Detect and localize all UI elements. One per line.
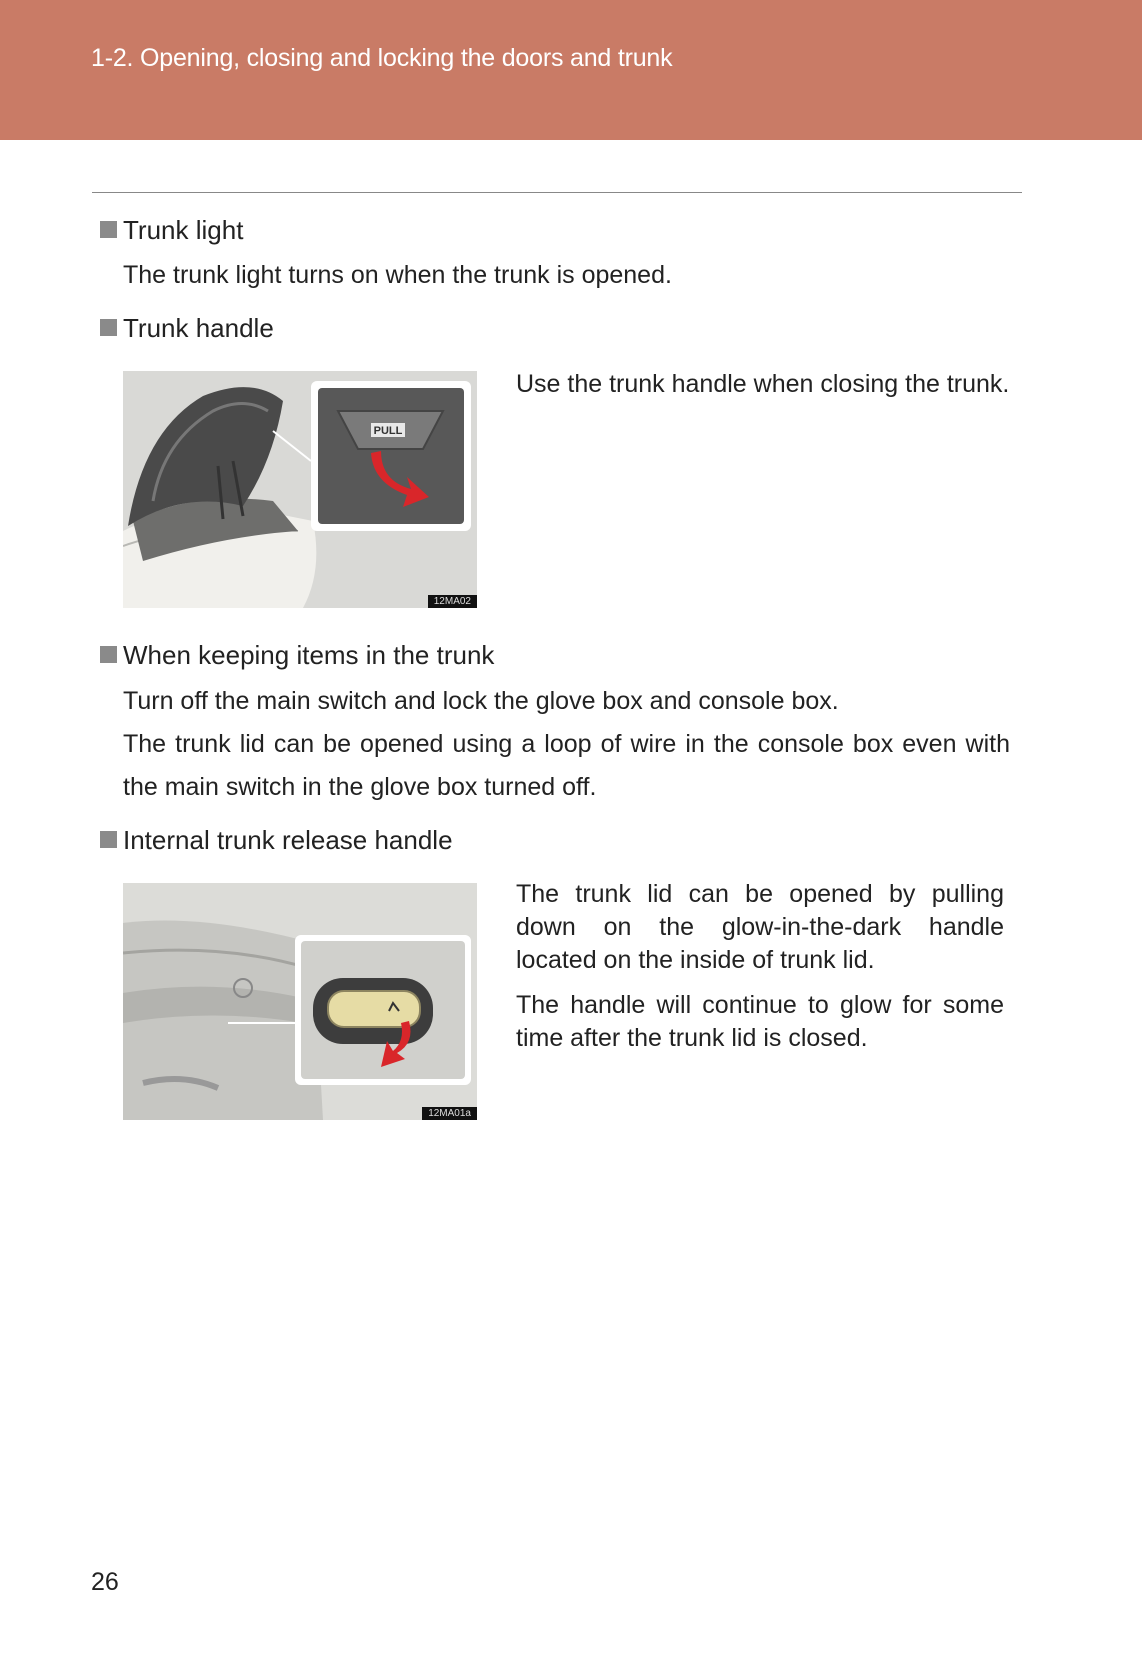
figure-code: 12MA01a	[422, 1107, 477, 1120]
figure-code: 12MA02	[428, 595, 477, 608]
heading-internal-release: Internal trunk release handle	[100, 825, 453, 856]
trunk-light-text: The trunk light turns on when the trunk is opened.	[123, 261, 672, 289]
chapter-header	[0, 0, 1142, 140]
internal-release-para1: The trunk lid can be opened by pulling down on the glow-in-the-dark handle located on the inside of trunk lid.	[516, 880, 1004, 974]
bullet-square-icon	[100, 646, 117, 663]
page-number: 26	[91, 1568, 119, 1596]
internal-release-para2: The handle will continue to glow for some time after the trunk lid is closed.	[516, 991, 1004, 1052]
bullet-square-icon	[100, 319, 117, 336]
glow-handle-illustration	[123, 883, 477, 1120]
keeping-items-line2: The trunk lid can be opened using a loop of wire in the console box even with the main switch in the glove box turned off.	[123, 730, 1010, 801]
internal-release-figure	[123, 883, 477, 1120]
heading-keeping-items: When keeping items in the trunk	[100, 640, 494, 671]
trunk-handle-figure	[123, 371, 477, 608]
trunk-handle-text: Use the trunk handle when closing the trunk.	[516, 370, 1010, 398]
trunk-open-illustration	[123, 371, 477, 608]
heading-trunk-light: Trunk light	[100, 215, 243, 246]
heading-trunk-handle: Trunk handle	[100, 313, 274, 344]
bullet-square-icon	[100, 221, 117, 238]
chapter-title: 1-2. Opening, closing and locking the doors and trunk	[91, 44, 673, 72]
section-divider	[92, 192, 1022, 193]
pull-label: PULL	[373, 425, 403, 437]
bullet-square-icon	[100, 831, 117, 848]
keeping-items-line1: Turn off the main switch and lock the glove box and console box.	[123, 687, 839, 715]
